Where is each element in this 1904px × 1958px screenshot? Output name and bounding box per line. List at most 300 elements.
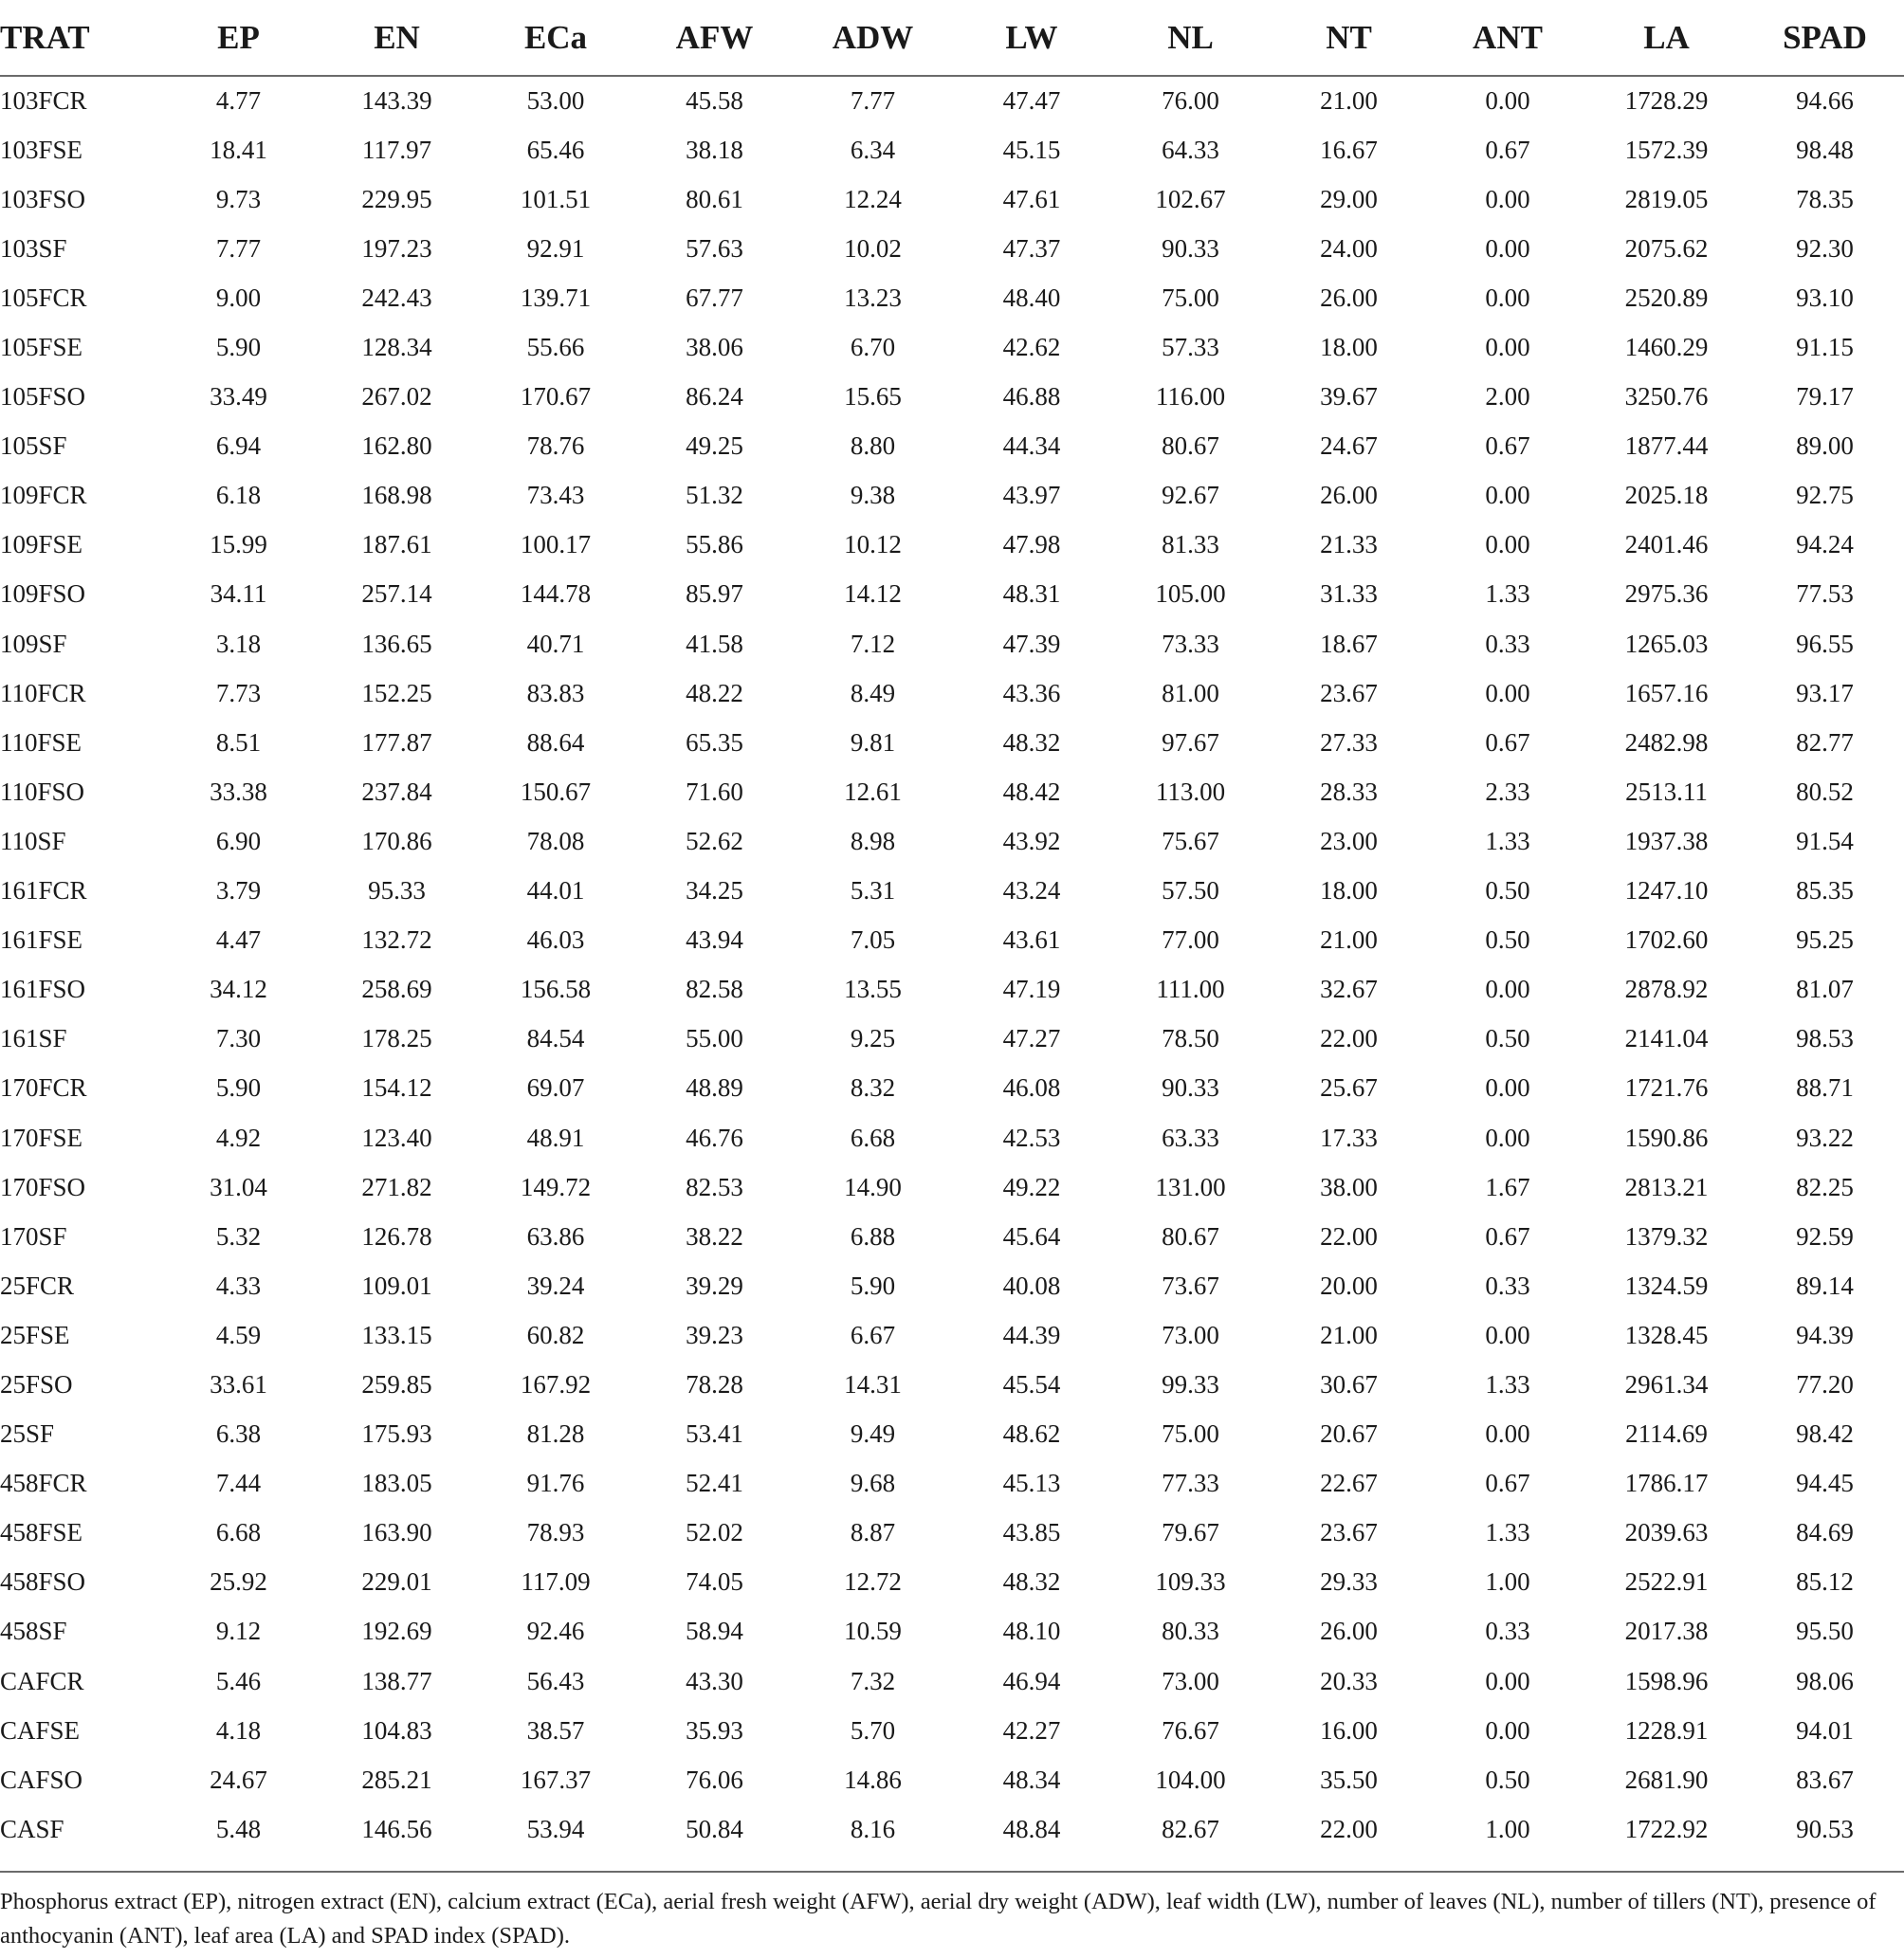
table-cell: 7.73 [215, 678, 262, 707]
table-cell: 2975.36 [1624, 579, 1709, 609]
table-cell: 38.18 [686, 135, 743, 164]
table-cell: 80.52 [1796, 777, 1854, 806]
table-cell: 18.00 [1320, 333, 1378, 362]
table-cell: 90.33 [1162, 1073, 1219, 1103]
table-cell: 64.33 [1162, 135, 1219, 164]
table-cell: 20.67 [1320, 1419, 1378, 1449]
table-cell: 47.19 [1002, 975, 1061, 1004]
table-cell: 0.33 [1485, 629, 1530, 658]
table-cell: 128.34 [361, 333, 432, 362]
table-row [0, 570, 1904, 619]
table-cell: 5.90 [850, 1271, 896, 1300]
table-cell: 3.79 [215, 876, 262, 906]
table-cell: 242.43 [361, 283, 432, 312]
table-cell: 38.57 [526, 1715, 585, 1745]
table-cell: 7.05 [850, 925, 896, 955]
table-cell: 168.98 [361, 481, 432, 510]
table-cell: 74.05 [686, 1567, 743, 1597]
table-cell: 0.00 [1485, 1715, 1530, 1745]
table-cell: 7.77 [215, 233, 262, 263]
table-cell: 152.25 [361, 678, 432, 707]
table-cell: 0.67 [1485, 1221, 1530, 1251]
table-cell: 2075.62 [1624, 233, 1709, 263]
table-cell: 6.94 [215, 431, 262, 461]
table-cell: 38.00 [1320, 1172, 1378, 1201]
table-cell: 73.67 [1162, 1271, 1219, 1300]
table-cell: 0.67 [1485, 135, 1530, 164]
table-cell: 154.12 [361, 1073, 432, 1103]
table-cell: 25.92 [210, 1567, 267, 1597]
table-cell: 73.00 [1162, 1320, 1219, 1349]
table-cell: 229.95 [361, 184, 432, 213]
table-cell: 143.39 [361, 86, 432, 116]
table-cell: 21.33 [1320, 530, 1378, 559]
table-cell: 2.33 [1485, 777, 1530, 806]
table-cell: 1379.32 [1624, 1221, 1709, 1251]
row-label-cell: 161FSE [0, 925, 83, 955]
row-label-cell: 109FCR [0, 481, 87, 510]
row-label-cell: 110FCR [0, 678, 86, 707]
table-cell: 0.50 [1485, 925, 1530, 955]
table-cell: 75.00 [1162, 1419, 1219, 1449]
table-cell: 4.59 [215, 1320, 262, 1349]
table-cell: 2819.05 [1624, 184, 1709, 213]
table-cell: 65.46 [526, 135, 585, 164]
table-cell: 38.06 [686, 333, 743, 362]
table-cell: 6.67 [850, 1320, 896, 1349]
row-label-cell: 25FSE [0, 1320, 70, 1349]
row-label-cell: 110FSO [0, 777, 85, 806]
table-row [0, 1261, 1904, 1310]
table-cell: 48.32 [1002, 727, 1061, 757]
table-cell: 82.53 [686, 1172, 743, 1201]
table-cell: 1.33 [1485, 1369, 1530, 1399]
table-cell: 24.67 [210, 1765, 267, 1794]
table-cell: 3.18 [215, 629, 262, 658]
table-cell: 0.67 [1485, 431, 1530, 461]
table-cell: 48.91 [526, 1123, 585, 1152]
table-cell: 257.14 [361, 579, 432, 609]
table-cell: 4.47 [215, 925, 262, 955]
table-cell: 92.67 [1162, 481, 1219, 510]
table-cell: 5.32 [215, 1221, 262, 1251]
table-header [0, 0, 1904, 76]
table-cell: 94.01 [1796, 1715, 1854, 1745]
table-cell: 2114.69 [1625, 1419, 1708, 1449]
table-cell: 0.33 [1485, 1617, 1530, 1646]
table-cell: 6.88 [850, 1221, 896, 1251]
table-cell: 9.81 [850, 727, 896, 757]
table-cell: 48.10 [1002, 1617, 1061, 1646]
table-cell: 8.16 [850, 1814, 896, 1843]
table-cell: 1.67 [1485, 1172, 1530, 1201]
table-cell: 1.00 [1485, 1567, 1530, 1597]
table-cell: 1.00 [1485, 1814, 1530, 1843]
table-cell: 0.00 [1485, 333, 1530, 362]
table-cell: 43.36 [1002, 678, 1061, 707]
table-cell: 1721.76 [1624, 1073, 1709, 1103]
table-cell: 34.12 [210, 975, 267, 1004]
table-cell: 2025.18 [1624, 481, 1709, 510]
table-cell: 49.22 [1002, 1172, 1061, 1201]
table-cell: 25.67 [1320, 1073, 1378, 1103]
table-cell: 1328.45 [1624, 1320, 1709, 1349]
table-cell: 85.35 [1796, 876, 1854, 906]
table-row [0, 1558, 1904, 1607]
table-cell: 80.67 [1162, 431, 1219, 461]
table-cell: 24.67 [1320, 431, 1378, 461]
table-cell: 71.60 [686, 777, 743, 806]
table-cell: 45.15 [1002, 135, 1061, 164]
table-cell: 177.87 [361, 727, 432, 757]
table-cell: 0.00 [1485, 1320, 1530, 1349]
row-label-cell: 170FSO [0, 1172, 86, 1201]
table-cell: 187.61 [361, 530, 432, 559]
table-row [0, 1360, 1904, 1409]
table-cell: 82.25 [1796, 1172, 1854, 1201]
table-cell: 94.66 [1796, 86, 1854, 116]
table-row [0, 1310, 1904, 1360]
table-cell: 44.01 [526, 876, 585, 906]
table-footnote: Phosphorus extract (EP), nitrogen extract (EN), calcium extract (ECa), aerial fresh weight (AFW), aerial dry weight (ADW), leaf width (LW), number of leaves (NL), number of tillers (NT), presence of anthocyanin (ANT), leaf area (LA) and SPAD index (SPAD). [0, 1889, 1877, 1949]
table-cell: 33.61 [210, 1369, 267, 1399]
table-row [0, 422, 1904, 471]
table-cell: 9.25 [850, 1024, 896, 1053]
row-label-cell: 170FCR [0, 1073, 87, 1103]
table-cell: 48.40 [1002, 283, 1061, 312]
table-cell: 58.94 [686, 1617, 743, 1646]
row-label-cell: 25FCR [0, 1271, 75, 1300]
table-cell: 6.70 [850, 333, 896, 362]
table-cell: 1937.38 [1624, 826, 1709, 855]
table-cell: 77.33 [1162, 1469, 1219, 1498]
table-cell: 2681.90 [1624, 1765, 1709, 1794]
table-cell: 99.33 [1162, 1369, 1219, 1399]
row-label-cell: 170SF [0, 1221, 67, 1251]
table-cell: 53.00 [526, 86, 585, 116]
table-cell: 2522.91 [1624, 1567, 1709, 1597]
table-cell: 28.33 [1320, 777, 1378, 806]
table-cell: 258.69 [361, 975, 432, 1004]
table-cell: 2813.21 [1624, 1172, 1709, 1201]
table-cell: 9.12 [215, 1617, 262, 1646]
table-cell: 8.32 [850, 1073, 896, 1103]
table-cell: 22.00 [1320, 1814, 1378, 1843]
table-cell: 81.33 [1162, 530, 1219, 559]
table-cell: 29.33 [1320, 1567, 1378, 1597]
table-row [0, 373, 1904, 422]
table-cell: 39.23 [686, 1320, 743, 1349]
table-cell: 0.00 [1485, 530, 1530, 559]
table-cell: 33.38 [210, 777, 267, 806]
column-header-afw: AFW [635, 0, 794, 76]
row-label-cell: 161SF [0, 1024, 67, 1053]
table-cell: 85.97 [686, 579, 743, 609]
table-cell: 1324.59 [1624, 1271, 1709, 1300]
table-cell: 23.00 [1320, 826, 1378, 855]
table-row [0, 1162, 1904, 1212]
table-cell: 53.41 [686, 1419, 743, 1449]
table-cell: 47.37 [1002, 233, 1061, 263]
table-cell: 1722.92 [1624, 1814, 1709, 1843]
row-label-cell: 103SF [0, 233, 67, 263]
table-cell: 82.77 [1796, 727, 1854, 757]
table-row [0, 718, 1904, 767]
table-cell: 12.61 [844, 777, 902, 806]
table-cell: 183.05 [361, 1469, 432, 1498]
table-cell: 45.58 [686, 86, 743, 116]
table-cell: 259.85 [361, 1369, 432, 1399]
table-row [0, 273, 1904, 322]
table-cell: 8.51 [215, 727, 262, 757]
table-cell: 9.73 [215, 184, 262, 213]
table-cell: 67.77 [686, 283, 743, 312]
table-cell: 0.00 [1485, 481, 1530, 510]
table-cell: 0.00 [1485, 283, 1530, 312]
table-cell: 78.50 [1162, 1024, 1219, 1053]
table-cell: 69.07 [526, 1073, 585, 1103]
table-cell: 113.00 [1155, 777, 1226, 806]
table-cell: 4.33 [215, 1271, 262, 1300]
row-label-cell: 110FSE [0, 727, 82, 757]
table-cell: 88.64 [526, 727, 585, 757]
table-cell: 0.00 [1485, 975, 1530, 1004]
table-cell: 13.55 [844, 975, 902, 1004]
table-cell: 52.41 [686, 1469, 743, 1498]
table-cell: 170.67 [520, 382, 592, 412]
table-cell: 2513.11 [1625, 777, 1708, 806]
table-cell: 35.50 [1320, 1765, 1378, 1794]
table-cell: 0.00 [1485, 1123, 1530, 1152]
table-cell: 91.54 [1796, 826, 1854, 855]
table-row [0, 867, 1904, 916]
table-cell: 7.12 [850, 629, 896, 658]
table-cell: 1657.16 [1624, 678, 1709, 707]
table-cell: 89.00 [1796, 431, 1854, 461]
table-cell: 100.17 [520, 530, 592, 559]
table-cell: 116.00 [1155, 382, 1226, 412]
table-cell: 85.12 [1796, 1567, 1854, 1597]
table-cell: 78.35 [1796, 184, 1854, 213]
table-cell: 1877.44 [1624, 431, 1709, 461]
table-row [0, 1706, 1904, 1755]
table-cell: 48.34 [1002, 1765, 1061, 1794]
column-header-trat: TRAT [0, 0, 159, 76]
table-cell: 21.00 [1320, 925, 1378, 955]
table-cell: 79.67 [1162, 1518, 1219, 1547]
table-cell: 0.50 [1485, 1765, 1530, 1794]
table-cell: 98.48 [1796, 135, 1854, 164]
table-cell: 109.01 [361, 1271, 432, 1300]
table-cell: 18.00 [1320, 876, 1378, 906]
table-cell: 138.77 [361, 1666, 432, 1695]
table-row [0, 668, 1904, 718]
table-cell: 0.33 [1485, 1271, 1530, 1300]
table-cell: 84.54 [526, 1024, 585, 1053]
table-cell: 2878.92 [1624, 975, 1709, 1004]
table-cell: 2039.63 [1624, 1518, 1709, 1547]
row-label-cell: CAFCR [0, 1666, 84, 1695]
table-cell: 55.86 [686, 530, 743, 559]
column-header-nt: NT [1270, 0, 1428, 76]
table-cell: 175.93 [361, 1419, 432, 1449]
table-cell: 13.23 [844, 283, 902, 312]
table-cell: 6.18 [215, 481, 262, 510]
table-cell: 104.00 [1155, 1765, 1226, 1794]
table-cell: 43.85 [1002, 1518, 1061, 1547]
table-cell: 49.25 [686, 431, 743, 461]
table-cell: 178.25 [361, 1024, 432, 1053]
table-cell: 10.12 [844, 530, 902, 559]
row-label-cell: 458SF [0, 1617, 67, 1646]
table-cell: 2017.38 [1624, 1617, 1709, 1646]
table-cell: 9.68 [850, 1469, 896, 1498]
table-cell: 63.33 [1162, 1123, 1219, 1152]
table-cell: 41.58 [686, 629, 743, 658]
table-cell: 88.71 [1796, 1073, 1854, 1103]
table-cell: 48.32 [1002, 1567, 1061, 1597]
table-cell: 5.90 [215, 333, 262, 362]
table-cell: 29.00 [1320, 184, 1378, 213]
table-cell: 84.69 [1796, 1518, 1854, 1547]
table-cell: 91.76 [526, 1469, 585, 1498]
column-header-la: LA [1587, 0, 1746, 76]
table-cell: 23.67 [1320, 1518, 1378, 1547]
table-cell: 22.00 [1320, 1024, 1378, 1053]
table-row [0, 965, 1904, 1015]
table-cell: 132.72 [361, 925, 432, 955]
table-row [0, 76, 1904, 125]
table-cell: 93.10 [1796, 283, 1854, 312]
table-cell: 43.61 [1002, 925, 1061, 955]
row-label-cell: 458FSO [0, 1567, 86, 1597]
table-cell: 55.66 [526, 333, 585, 362]
table-cell: 47.61 [1002, 184, 1061, 213]
table-cell: 4.77 [215, 86, 262, 116]
table-cell: 117.09 [521, 1567, 591, 1597]
table-cell: 167.92 [520, 1369, 592, 1399]
table-row [0, 619, 1904, 668]
table-cell: 45.13 [1002, 1469, 1061, 1498]
table-cell: 109.33 [1155, 1567, 1226, 1597]
table-cell: 131.00 [1155, 1172, 1226, 1201]
table-cell: 38.22 [686, 1221, 743, 1251]
table-cell: 53.94 [526, 1814, 585, 1843]
table-cell: 9.49 [850, 1419, 896, 1449]
table-cell: 18.67 [1320, 629, 1378, 658]
table-cell: 1247.10 [1624, 876, 1709, 906]
table-cell: 31.33 [1320, 579, 1378, 609]
table-cell: 78.28 [686, 1369, 743, 1399]
table-cell: 6.68 [215, 1518, 262, 1547]
row-label-cell: 25FSO [0, 1369, 73, 1399]
table-cell: 2482.98 [1624, 727, 1709, 757]
table-cell: 94.24 [1796, 530, 1854, 559]
table-row [0, 1656, 1904, 1706]
table-cell: 33.49 [210, 382, 267, 412]
table-cell: 1228.91 [1624, 1715, 1709, 1745]
table-cell: 43.94 [686, 925, 743, 955]
table-cell: 6.34 [850, 135, 896, 164]
table-row [0, 1212, 1904, 1261]
table-cell: 18.41 [210, 135, 267, 164]
table-cell: 43.30 [686, 1666, 743, 1695]
table-row [0, 224, 1904, 273]
table-cell: 1572.39 [1624, 135, 1709, 164]
table-cell: 0.00 [1485, 86, 1530, 116]
table-cell: 5.31 [850, 876, 896, 906]
table-row [0, 1064, 1904, 1113]
table-cell: 34.11 [210, 579, 267, 609]
table-row [0, 471, 1904, 521]
table-row [0, 1755, 1904, 1804]
table-cell: 1.33 [1485, 826, 1530, 855]
row-label-cell: 103FCR [0, 86, 87, 116]
table-cell: 12.72 [844, 1567, 902, 1597]
table-cell: 20.33 [1320, 1666, 1378, 1695]
table-cell: 78.93 [526, 1518, 585, 1547]
table-row [0, 816, 1904, 866]
table-cell: 123.40 [361, 1123, 432, 1152]
table-cell: 57.63 [686, 233, 743, 263]
table-cell: 2401.46 [1624, 530, 1709, 559]
table-cell: 65.35 [686, 727, 743, 757]
table-cell: 139.71 [520, 283, 592, 312]
table-cell: 35.93 [686, 1715, 743, 1745]
table-cell: 170.86 [361, 826, 432, 855]
table-cell: 1598.96 [1624, 1666, 1709, 1695]
table-cell: 0.00 [1485, 1073, 1530, 1103]
table-cell: 83.67 [1796, 1765, 1854, 1794]
table-cell: 16.67 [1320, 135, 1378, 164]
table-cell: 50.84 [686, 1814, 743, 1843]
table-cell: 21.00 [1320, 1320, 1378, 1349]
table-cell: 47.39 [1002, 629, 1061, 658]
table-cell: 0.00 [1485, 1666, 1530, 1695]
table-row [0, 1804, 1904, 1854]
table-cell: 6.68 [850, 1123, 896, 1152]
table-cell: 8.87 [850, 1518, 896, 1547]
column-header-adw: ADW [794, 0, 952, 76]
table-cell: 163.90 [361, 1518, 432, 1547]
table-cell: 15.99 [210, 530, 267, 559]
table-cell: 26.00 [1320, 283, 1378, 312]
table-cell: 1702.60 [1624, 925, 1709, 955]
table-row [0, 1607, 1904, 1656]
table-cell: 101.51 [520, 184, 592, 213]
table-cell: 5.70 [850, 1715, 896, 1745]
row-label-cell: 25SF [0, 1419, 55, 1449]
table-cell: 57.50 [1162, 876, 1219, 906]
row-label-cell: 458FCR [0, 1469, 87, 1498]
table-cell: 10.02 [844, 233, 902, 263]
column-header-ep: EP [159, 0, 318, 76]
table-cell: 5.48 [215, 1814, 262, 1843]
table-cell: 93.22 [1796, 1123, 1854, 1152]
table-cell: 82.67 [1162, 1814, 1219, 1843]
table-cell: 10.59 [844, 1617, 902, 1646]
table-cell: 43.92 [1002, 826, 1061, 855]
table-cell: 2961.34 [1624, 1369, 1709, 1399]
table-cell: 267.02 [361, 382, 432, 412]
table-cell: 63.86 [526, 1221, 585, 1251]
table-cell: 95.25 [1796, 925, 1854, 955]
table-cell: 46.94 [1002, 1666, 1061, 1695]
table-cell: 48.31 [1002, 579, 1061, 609]
table-cell: 5.46 [215, 1666, 262, 1695]
row-label-cell: 109FSO [0, 579, 86, 609]
table-cell: 42.53 [1002, 1123, 1061, 1152]
